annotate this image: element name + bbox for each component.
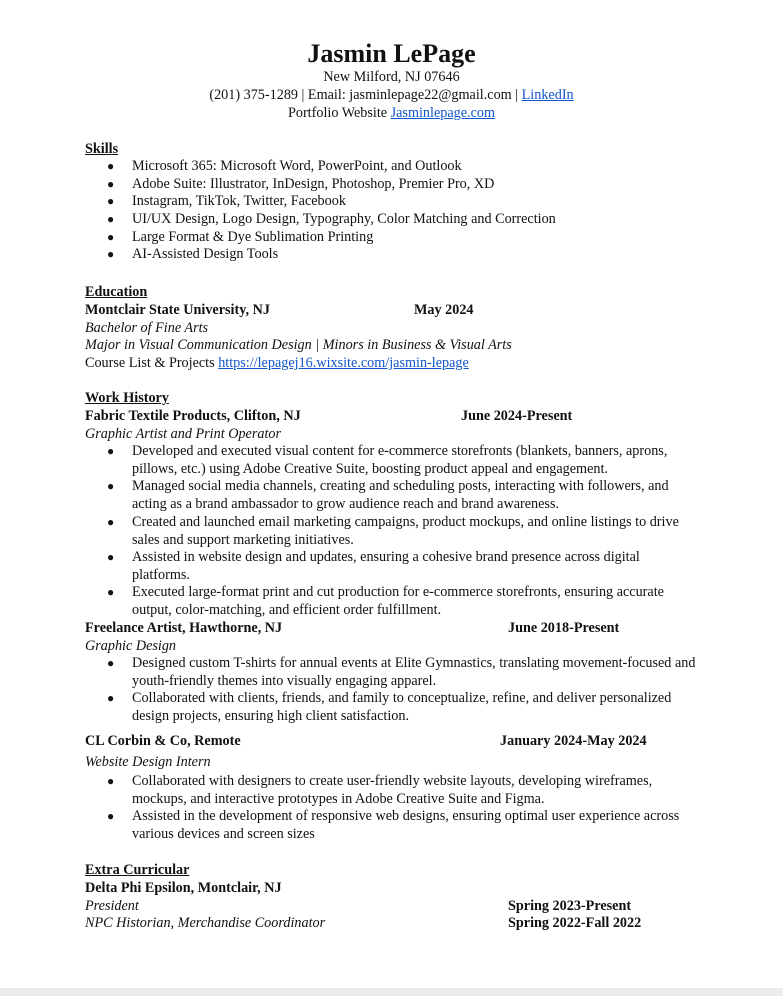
skill-item: Adobe Suite: Illustrator, InDesign, Photoshop, Premier Pro, XD <box>132 176 495 192</box>
bullet-icon: ● <box>107 809 115 823</box>
extra-heading: Extra Curricular <box>85 862 190 878</box>
course-link[interactable]: https://lepagej16.wixsite.com/jasmin-lepage <box>218 355 469 371</box>
location: New Milford, NJ 07646 <box>323 69 460 85</box>
portfolio-line <box>0 105 783 122</box>
bullet-icon: ● <box>107 194 115 208</box>
job-bullet: Managed social media channels, creating and scheduling posts, interacting with followers, and acting as a brand ambassador to grow audience reach and brand awareness. <box>132 478 669 512</box>
job-bullet: Developed and executed visual content for e-commerce storefronts (blankets, banners, aprons, pillows, etc.) using Adobe Creative Suite, boosting product appeal and engagement. <box>132 443 668 477</box>
bullet-icon: ● <box>107 691 115 705</box>
job-bullet: Collaborated with clients, friends, and family to conceptualize, refine, and deliver personalized design projects, ensuring high client satisfaction. <box>132 690 672 724</box>
job-bullet: Collaborated with designers to create user-friendly website layouts, developing wireframes, mockups, and interactive prototypes in Adobe Creative Suite and Figma. <box>132 773 653 807</box>
job-bullet: Executed large-format print and cut production for e-commerce storefronts, ensuring accurate output, color-matching, and efficient order fulfillment. <box>132 584 664 618</box>
skill-item: UI/UX Design, Logo Design, Typography, Color Matching and Correction <box>132 211 556 227</box>
portfolio-label: Portfolio Website <box>287 105 391 121</box>
education-heading: Education <box>85 284 148 300</box>
job-bullet: Created and launched email marketing campaigns, product mockups, and online listings to drive sales and support marketing initiatives. <box>132 514 679 548</box>
org-name: Delta Phi Epsilon, Montclair, NJ <box>85 880 282 896</box>
job-company: CL Corbin & Co, Remote <box>85 733 241 749</box>
contact-line <box>0 87 783 104</box>
bullet-icon: ● <box>107 479 115 493</box>
course-line <box>85 355 469 372</box>
role-title: NPC Historian, Merchandise Coordinator <box>85 915 326 931</box>
bullet-icon: ● <box>107 550 115 564</box>
skills-heading: Skills <box>85 141 119 157</box>
job-date: June 2018-Present <box>508 620 620 636</box>
candidate-name: Jasmin LePage <box>307 39 476 68</box>
bullet-icon: ● <box>107 585 115 599</box>
job-bullet: Assisted in the development of responsive web designs, ensuring optimal user experience across various devices and screen sizes <box>132 808 680 842</box>
role-date: Spring 2023-Present <box>508 898 632 914</box>
skill-item: Instagram, TikTok, Twitter, Facebook <box>132 193 346 209</box>
job-title: Graphic Design <box>85 638 177 654</box>
job-bullet: Designed custom T-shirts for annual events at Elite Gymnastics, translating movement-focused and youth-friendly themes into visually engaging apparel. <box>132 655 696 689</box>
bullet-icon: ● <box>107 212 115 226</box>
bullet-icon: ● <box>107 159 115 173</box>
degree: Bachelor of Fine Arts <box>85 320 209 336</box>
skill-item: Microsoft 365: Microsoft Word, PowerPoint, and Outlook <box>132 158 462 174</box>
job-date: January 2024-May 2024 <box>500 733 647 749</box>
bullet-icon: ● <box>107 444 115 458</box>
bullet-icon: ● <box>107 177 115 191</box>
course-label: Course List & Projects <box>85 355 219 371</box>
education-date: May 2024 <box>414 302 474 318</box>
job-title: Graphic Artist and Print Operator <box>85 426 282 442</box>
job-company: Fabric Textile Products, Clifton, NJ <box>85 408 301 424</box>
bullet-icon: ● <box>107 656 115 670</box>
page-bottom-edge <box>0 988 783 996</box>
job-date: June 2024-Present <box>461 408 573 424</box>
linkedin-link[interactable]: LinkedIn <box>521 87 574 103</box>
bullet-icon: ● <box>107 515 115 529</box>
school-name: Montclair State University, NJ <box>85 302 270 318</box>
job-company: Freelance Artist, Hawthorne, NJ <box>85 620 283 636</box>
job-title: Website Design Intern <box>85 754 211 770</box>
phone-email: (201) 375-1289 | Email: jasminlepage22@gmail.com | <box>209 87 522 103</box>
portfolio-link[interactable]: Jasminlepage.com <box>390 105 496 121</box>
skill-item: Large Format & Dye Sublimation Printing <box>132 229 374 245</box>
bullet-icon: ● <box>107 774 115 788</box>
skill-item: AI-Assisted Design Tools <box>132 246 279 262</box>
work-heading: Work History <box>85 390 169 406</box>
role-title: President <box>85 898 139 914</box>
bullet-icon: ● <box>107 230 115 244</box>
role-date: Spring 2022-Fall 2022 <box>508 915 642 931</box>
bullet-icon: ● <box>107 247 115 261</box>
job-bullet: Assisted in website design and updates, ensuring a cohesive brand presence across digital platforms. <box>132 549 640 583</box>
major: Major in Visual Communication Design | Minors in Business & Visual Arts <box>85 337 512 353</box>
